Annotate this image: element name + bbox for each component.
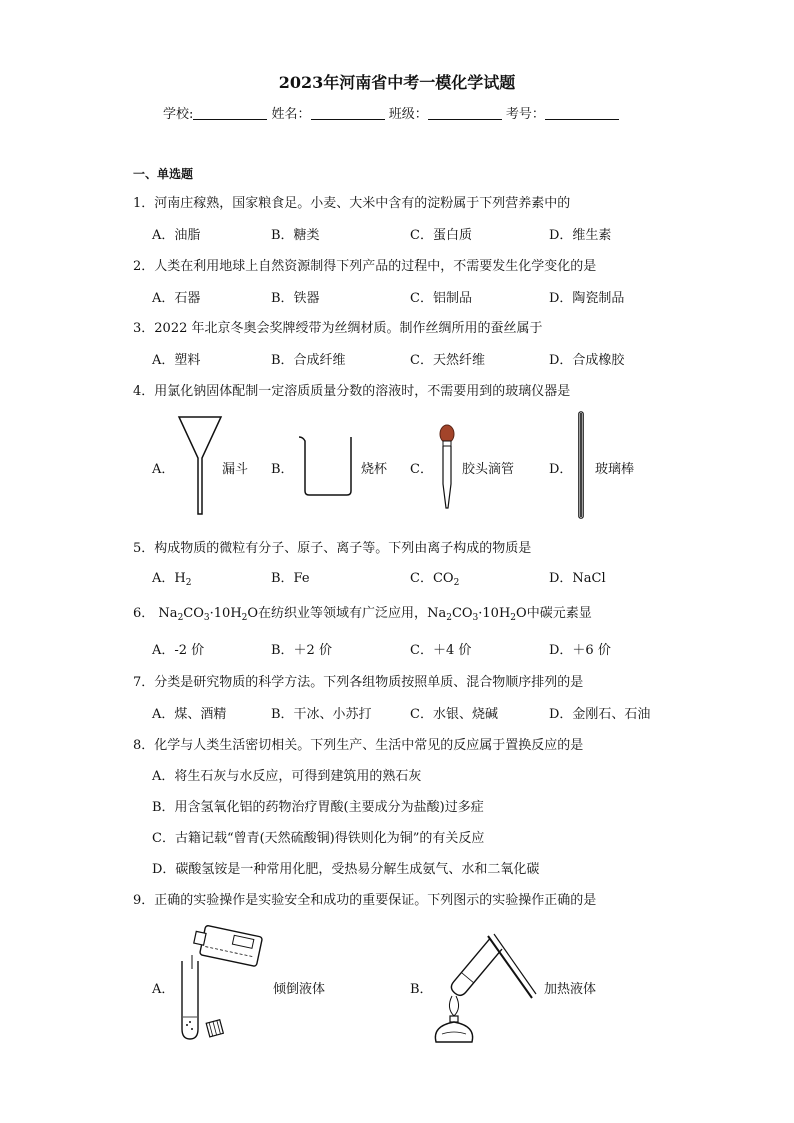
- q3-option-d[interactable]: D．合成橡胶: [549, 353, 625, 368]
- page-title: 2023年河南省中考一模化学试题: [278, 73, 516, 92]
- q4-caption-b: 烧杯: [361, 462, 388, 477]
- q4-caption-d: 玻璃棒: [595, 462, 635, 477]
- q8-option-d[interactable]: D．碳酸氢铵是一种常用化肥，受热易分解生成氨气、水和二氧化碳: [152, 862, 540, 877]
- q7-option-c[interactable]: C．水银、烧碱: [410, 707, 498, 722]
- q3-option-a[interactable]: A．塑料: [152, 353, 201, 368]
- class-blank[interactable]: [428, 105, 502, 120]
- formula-2: $Na_2CO_3\cdot 10H_2O$中碳元素显: [427, 606, 592, 623]
- q2-option-c[interactable]: C．铝制品: [410, 291, 472, 306]
- school-label: 学校:: [163, 107, 194, 122]
- q4-option-c[interactable]: C．: [410, 462, 433, 477]
- q4-caption-a: 漏斗: [222, 462, 249, 477]
- q1-option-a[interactable]: A．油脂: [152, 228, 201, 243]
- dropper-icon: [438, 424, 456, 510]
- q2-option-b[interactable]: B．铁器: [271, 291, 320, 306]
- q4-option-d[interactable]: D．: [549, 462, 573, 477]
- question-5-stem: 5．构成物质的微粒有分子、原子、离子等。下列由离子构成的物质是: [133, 541, 532, 556]
- question-7-stem: 7．分类是研究物质的科学方法。下列各组物质按照单质、混合物顺序排列的是: [133, 675, 584, 690]
- q9-option-a[interactable]: A．: [152, 982, 175, 997]
- q4-option-b[interactable]: B．: [271, 462, 294, 477]
- q6-option-b[interactable]: B．＋2 价: [271, 643, 332, 658]
- glass-rod-icon: [578, 411, 584, 519]
- q7-option-b[interactable]: B．干冰、小苏打: [271, 707, 372, 722]
- question-3-stem: 3．2022 年北京冬奥会奖牌绶带为丝绸材质。制作丝绸所用的蚕丝属于: [133, 321, 543, 336]
- class-label: 班级：: [388, 107, 428, 122]
- q1-option-d[interactable]: D．维生素: [549, 228, 612, 243]
- q6-option-c[interactable]: C．＋4 价: [410, 643, 472, 658]
- q9-option-b[interactable]: B．: [410, 982, 433, 997]
- question-9-stem: 9．正确的实验操作是实验安全和成功的重要保证。下列图示的实验操作正确的是: [133, 893, 597, 908]
- funnel-icon: [178, 416, 222, 516]
- exam-no-label: 考号：: [505, 107, 545, 122]
- q5-option-b[interactable]: B．Fe: [271, 571, 310, 586]
- q8-option-c[interactable]: C．古籍记载“曾青(天然硫酸铜)得铁则化为铜”的有关反应: [152, 831, 485, 846]
- exam-no-blank[interactable]: [545, 105, 619, 120]
- question-8-stem: 8．化学与人类生活密切相关。下列生产、生活中常见的反应属于置换反应的是: [133, 738, 584, 753]
- q3-option-c[interactable]: C．天然纤维: [410, 353, 485, 368]
- q1-option-c[interactable]: C．蛋白质: [410, 228, 472, 243]
- beaker-icon: [297, 435, 357, 497]
- q3-option-b[interactable]: B．合成纤维: [271, 353, 346, 368]
- q2-option-a[interactable]: A．石器: [152, 291, 201, 306]
- q5-option-d[interactable]: D．NaCl: [549, 571, 606, 586]
- q4-option-a[interactable]: A．: [152, 462, 175, 477]
- heating-liquid-illustration: [428, 930, 538, 1045]
- pouring-liquid-illustration: [178, 925, 260, 1043]
- q2-option-d[interactable]: D．陶瓷制品: [549, 291, 625, 306]
- name-blank[interactable]: [311, 105, 385, 120]
- q5-option-a[interactable]: A．$H_2$: [152, 571, 192, 588]
- q6-option-d[interactable]: D．＋6 价: [549, 643, 611, 658]
- q7-option-d[interactable]: D．金刚石、石油: [549, 707, 651, 722]
- q9-caption-a: 倾倒液体: [273, 982, 326, 997]
- q4-caption-c: 胶头滴管: [462, 462, 515, 477]
- q8-option-b[interactable]: B．用含氢氧化铝的药物治疗胃酸(主要成分为盐酸)过多症: [152, 800, 484, 815]
- q1-option-b[interactable]: B．糖类: [271, 228, 320, 243]
- section-heading: 一、单选题: [133, 167, 194, 181]
- q8-option-a[interactable]: A．将生石灰与水反应，可得到建筑用的熟石灰: [152, 769, 422, 784]
- q7-option-a[interactable]: A．煤、酒精: [152, 707, 227, 722]
- student-info-line: [163, 103, 619, 122]
- name-label: 姓名：: [271, 107, 311, 122]
- school-blank[interactable]: [193, 105, 267, 120]
- question-4-stem: 4．用氯化钠固体配制一定溶质质量分数的溶液时，不需要用到的玻璃仪器是: [133, 384, 571, 399]
- question-6-stem: 6． $Na_2CO_3\cdot 10H_2O$在纺织业等领域有广泛应用，$Na_2CO_3\cdot 10H_2O$中碳元素显: [133, 606, 592, 623]
- question-1-stem: 1．河南庄稼熟，国家粮食足。小麦、大米中含有的淀粉属于下列营养素中的: [133, 196, 571, 211]
- q9-caption-b: 加热液体: [544, 982, 597, 997]
- q5-option-c[interactable]: C．$CO_2$: [410, 571, 460, 588]
- q6-option-a[interactable]: A．-2 价: [152, 643, 205, 658]
- question-2-stem: 2．人类在利用地球上自然资源制得下列产品的过程中，不需要发生化学变化的是: [133, 259, 597, 274]
- formula-1: $Na_2CO_3\cdot 10H_2$: [158, 606, 248, 623]
